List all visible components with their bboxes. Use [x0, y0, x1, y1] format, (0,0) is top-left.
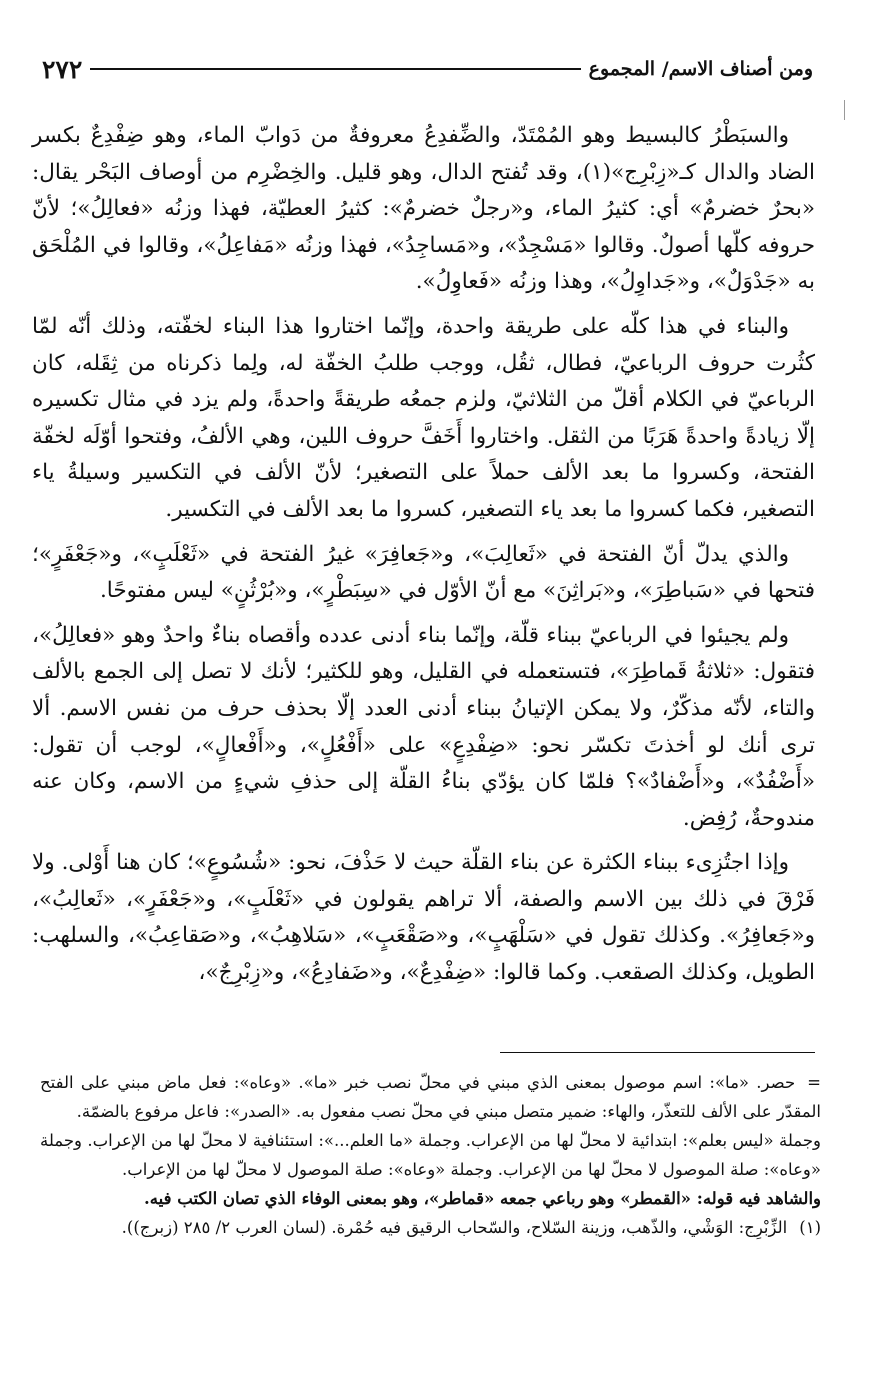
paragraph: والذي يدلّ أنّ الفتحة في «ثَعالِبَ»، و«جَعافِرَ» غيرُ الفتحة في «ثَعْلَبٍ»، و«جَعْفَرٍ»؛ فتحها في «سَباطِرَ»، و«بَراثِنَ» مع أنّ الأوّل في «سِبَطْرٍ»، و«بُرْثُنٍ» ليس مفتوحًا.: [32, 541, 815, 604]
footnote-text: حصر. «ما»: اسم موصول بمعنى الذي مبني في محلّ نصب خبر «ما». «وعاه»: فعل ماض مبني على الفتح المقدّر على الألف للتعذّر، والهاء: ضمير متصل مبني في محلّ نصب مفعول به. «الصدر»: فاعل مرفوع بالضمّة.: [40, 1073, 821, 1121]
footnote-shahid: والشاهد فيه قوله: «القمطر» وهو رباعي جمعه «قماطر»، وهو بمعنى الوفاء الذي تصان الكتب فيه.: [144, 1189, 821, 1208]
footnote-text: وجملة «ليس بعلم»: ابتدائية لا محلّ لها من الإعراب. وجملة «ما العلم...»: استئنافية لا محلّ لها من الإعراب. وجملة «وعاه»: صلة الموصول لا محلّ لها من الإعراب. وجملة «وعاه»: صلة الموصول لا محلّ لها من الإعراب.: [40, 1131, 821, 1179]
main-text: [32, 118, 815, 1000]
page-header: [28, 52, 813, 86]
paragraph: والبناء في هذا كلّه على طريقة واحدة، وإنّما اختاروا هذا البناء لخفّته، وذلك أنّه لمّا كثُرت حروف الرباعيّ، فطال، ثقُل، ووجب طلبُ الخفّة له، ولِما ذكرناه من ثِقَله، كان الرباعيّ في الكلام أقلّ من الثلاثيّ، ولزم جمعُه طريقةً واحدةً، ولم يزد في مثال تكسيره إلّا زيادةً واحدةً هَرَبًا من الثقل. واختاروا أَخَفَّ حروف اللين، وهي الألفُ، وفتحوا أوّلَه لخفّة الفتحة، وكسروا ما بعد الألف حملاً على التصغير؛ لأنّ الألف في التكسير وسيلةُ ياء التصغير، فكما كسروا ما بعد ياء التصغير، كسروا ما بعد الألف في التكسير.: [32, 313, 815, 522]
header-rule: [90, 68, 580, 70]
footnote-continuation: [40, 1068, 821, 1126]
footnote-1: [40, 1213, 821, 1242]
margin-mark: [844, 100, 845, 120]
continuation-symbol: =: [807, 1073, 821, 1092]
footnotes: [40, 1068, 821, 1242]
paragraph: والسبَطْرُ كالبسيط وهو المُمْتَدّ، والضِّفدِعُ معروفةٌ من دَوابّ الماء، وهو ضِفْدِعٌ بكسر الضاد والدال كـ«زِبْرِج»(١)، وقد تُفتح الدال، وهو قليل. والخِضْرِم من أوصاف البَحْر يقال: «بحرٌ خضرمٌ» أي: كثيرُ الماء، و«رجلٌ خضرمٌ»: كثيرُ العطيّة، فهذا وزنُه «فعالِلُ»؛ لأنّ حروفه كلّها أصولٌ. وقالوا «مَسْجِدٌ»، و«مَساجِدُ»، فهذا وزنُه «مَفاعِلُ»، وقالوا في المُلْحَق به «جَدْوَلٌ»، و«جَداوِلُ»، وهذا وزنُه «فَعاوِلُ».: [32, 123, 816, 295]
footnote-1-text: الزِّبْرِج: الوَشْي، والذّهب، وزينة السّلاح، والسّحاب الرقيق فيه حُمْرة. (لسان العرب ٢/ ٢٨٥ (زبرج)).: [121, 1218, 788, 1237]
paragraph: ولم يجيئوا في الرباعيّ ببناء قلّة، وإنّما بناء أدنى عدده وأقصاه بناءٌ واحدٌ وهو «فعالِلُ»، فتقول: «ثلاثةُ قَماطِرَ»، فتستعمله في القليل، وهو للكثير؛ لأنك لا تصل إلى الجمع بالألف والتاء، لأنّه مذكّرٌ، ولا يمكن الإتيانُ ببناء أدنى العدد إلّا بحذف حرف من نفس الاسم. ألا ترى أنك لو أخذتَ تكسّر نحو: «ضِفْدِعٍ» على «أَفْعُلٍ»، و«أَفْعالٍ»، لوجب أن تقول: «أَضْفُدٌ»، و«أَضْفادٌ»؟ فلمّا كان يؤدّي بناءُ القلّة إلى حذفِ شيءٍ من الاسم، وكان عنه مندوحةٌ، رُفِض.: [32, 622, 815, 831]
paragraph: وإذا اجتُزِىء ببناء الكثرة عن بناء القلّة حيث لا حَذْفَ، نحو: «شُسُوعٍ»؛ كان هنا أَوْلى. ولا فَرْقَ في ذلك بين الاسم والصفة، ألا تراهم يقولون في «ثَعْلَبٍ»، و«جَعْفَرٍ»، «ثَعالِبُ»، و«جَعافِرُ». وكذلك تقول في «سَلْهَبٍ»، و«صَقْعَبٍ»، «سَلاهِبُ»، و«صَقاعِبُ»، والسلهب: الطويل، وكذلك الصقعب. وكما قالوا: «ضِفْدِعٌ»، و«ضَفادِعُ»، و«زِبْرِجٌ»،: [32, 850, 815, 986]
footnote-marker: (١): [799, 1218, 821, 1237]
footnote-separator: [500, 1052, 815, 1053]
page-number: ٢٧٢: [42, 54, 83, 84]
running-title: ومن أصناف الاسم/ المجموع: [588, 58, 813, 80]
